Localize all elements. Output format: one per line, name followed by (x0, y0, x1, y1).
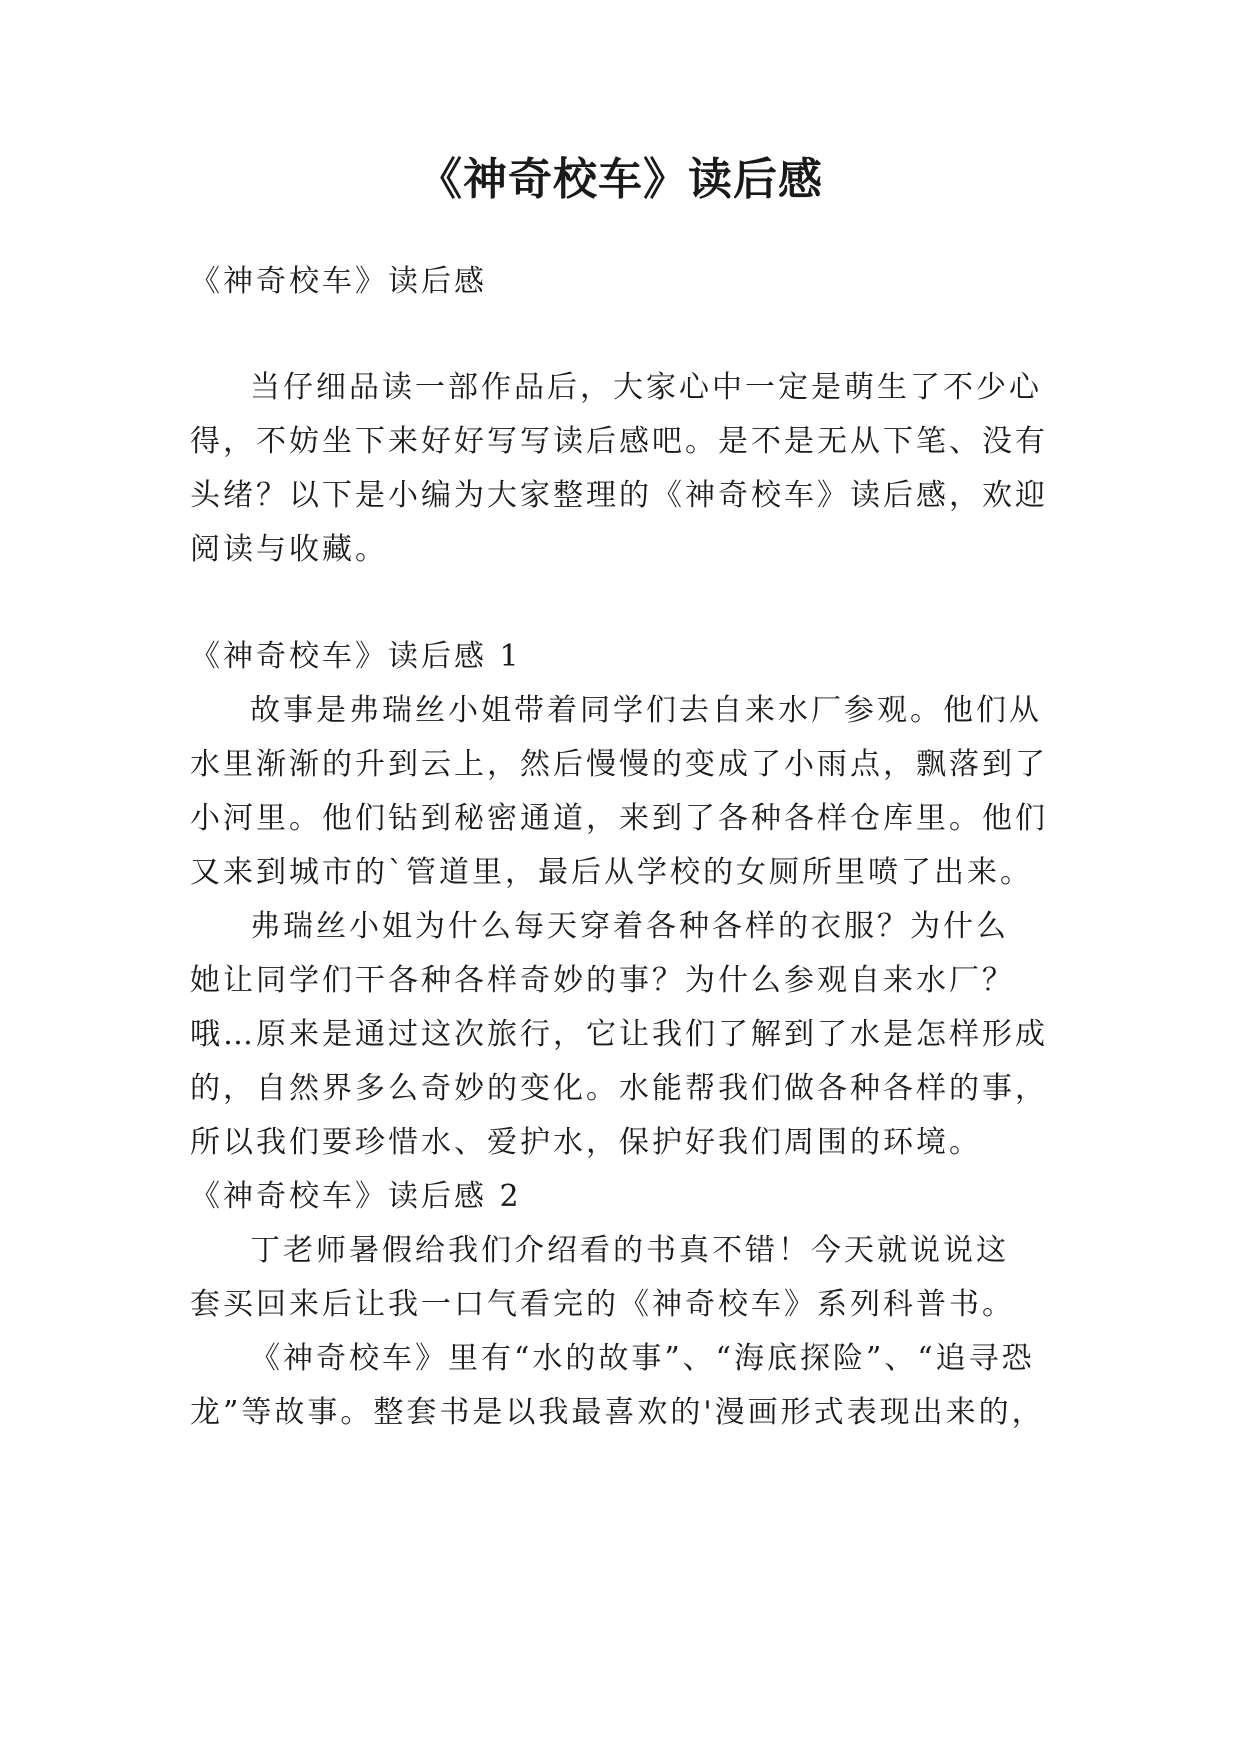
body-line: 小河里。他们钻到秘密通道，来到了各种各样仓库里。他们 (190, 801, 1048, 836)
document-title: 《神奇校车》读后感 (418, 154, 823, 205)
subtitle-heading: 《神奇校车》读后感 (190, 264, 487, 299)
body-line: 丁老师暑假给我们介绍看的书真不错！今天就说说这 (250, 1233, 1009, 1268)
body-line: 哦…原来是通过这次旅行，它让我们了解到了水是怎样形成 (190, 1017, 1048, 1052)
body-line: 又来到城市的`管道里，最后从学校的女厕所里喷了出来。 (190, 855, 1033, 890)
body-line: 弗瑞丝小姐为什么每天穿着各种各样的衣服？为什么 (250, 909, 1009, 944)
body-line: 她让同学们干各种各样奇妙的事？为什么参观自来水厂？ (190, 963, 1015, 998)
body-line: 头绪？以下是小编为大家整理的《神奇校车》读后感，欢迎 (190, 478, 1048, 513)
body-line: 阅读与收藏。 (190, 532, 388, 567)
body-line: 《神奇校车》里有“水的故事”、“海底探险”、“追寻恐 (250, 1341, 1035, 1376)
section-heading-2: 《神奇校车》读后感 2 (190, 1179, 522, 1214)
body-line: 故事是弗瑞丝小姐带着同学们去自来水厂参观。他们从 (250, 693, 1042, 728)
body-line: 所以我们要珍惜水、爱护水，保护好我们周围的环境。 (190, 1125, 982, 1160)
body-line: 龙”等故事。整套书是以我最喜欢的'漫画形式表现出来的， (190, 1395, 1045, 1430)
section-heading-1: 《神奇校车》读后感 1 (190, 639, 522, 674)
body-line: 得，不妨坐下来好好写写读后感吧。是不是无从下笔、没有 (190, 424, 1048, 459)
body-line: 套买回来后让我一口气看完的《神奇校车》系列科普书。 (190, 1287, 1015, 1322)
body-line: 当仔细品读一部作品后，大家心中一定是萌生了不少心 (250, 370, 1042, 405)
body-line: 的，自然界多么奇妙的变化。水能帮我们做各种各样的事， (190, 1071, 1048, 1106)
body-line: 水里渐渐的升到云上，然后慢慢的变成了小雨点，飘落到了 (190, 747, 1048, 782)
